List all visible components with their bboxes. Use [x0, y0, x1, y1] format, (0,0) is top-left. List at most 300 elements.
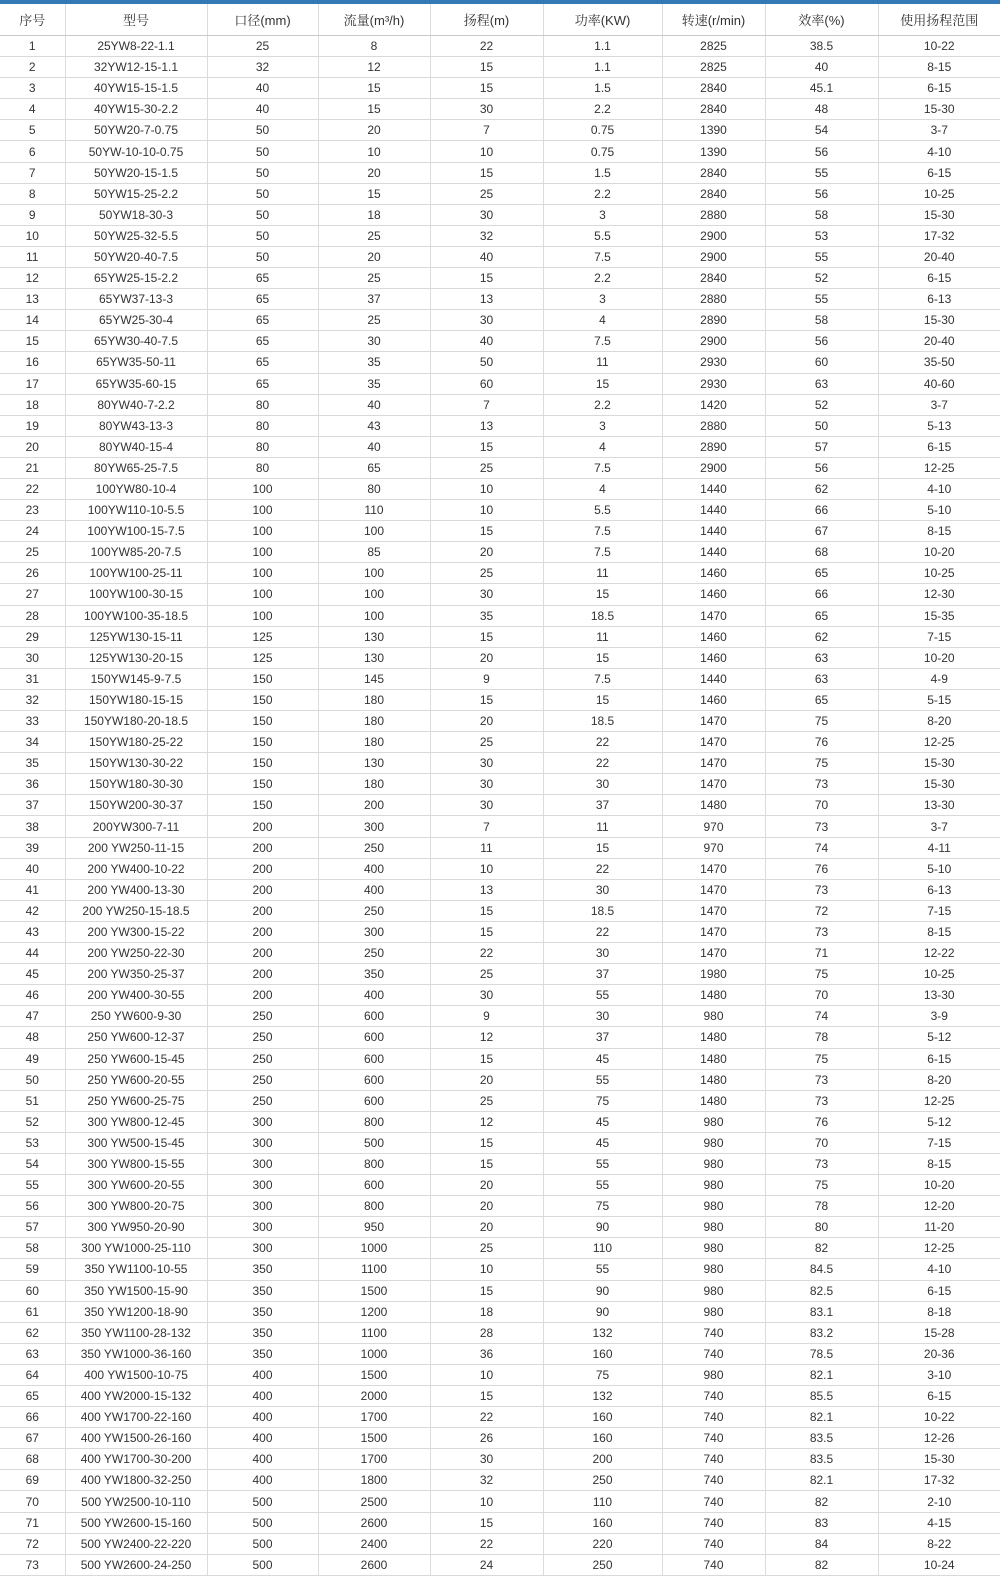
table-cell: 43: [0, 921, 65, 942]
table-cell: 11: [0, 246, 65, 267]
table-cell: 1460: [662, 647, 765, 668]
table-cell: 8-20: [878, 711, 1000, 732]
table-cell: 59: [0, 1259, 65, 1280]
table-cell: 28: [0, 605, 65, 626]
table-cell: 1480: [662, 985, 765, 1006]
table-cell: 2880: [662, 415, 765, 436]
table-cell: 980: [662, 1111, 765, 1132]
table-cell: 40: [318, 436, 430, 457]
table-cell: 63: [765, 373, 878, 394]
table-cell: 67: [765, 521, 878, 542]
table-cell: 100: [207, 521, 318, 542]
table-cell: 82.1: [765, 1364, 878, 1385]
table-cell: 350 YW1500-15-90: [65, 1280, 207, 1301]
table-cell: 20: [430, 1196, 543, 1217]
table-cell: 8-15: [878, 521, 1000, 542]
table-cell: 69: [0, 1470, 65, 1491]
table-cell: 10: [430, 1364, 543, 1385]
table-cell: 15: [430, 1153, 543, 1174]
table-cell: 37: [543, 795, 662, 816]
table-row: [0, 605, 1000, 626]
table-cell: 15: [430, 1512, 543, 1533]
table-cell: 100: [207, 500, 318, 521]
table-cell: 2-10: [878, 1491, 1000, 1512]
table-cell: 1500: [318, 1428, 430, 1449]
table-cell: 980: [662, 1132, 765, 1153]
table-cell: 3-7: [878, 394, 1000, 415]
table-cell: 100: [207, 563, 318, 584]
table-cell: 50: [207, 225, 318, 246]
table-cell: 6: [0, 141, 65, 162]
table-cell: 34: [0, 732, 65, 753]
table-cell: 600: [318, 1006, 430, 1027]
table-cell: 37: [543, 964, 662, 985]
table-cell: 100: [318, 605, 430, 626]
table-cell: 55: [543, 1259, 662, 1280]
table-cell: 180: [318, 732, 430, 753]
table-cell: 22: [543, 732, 662, 753]
table-cell: 250: [543, 1470, 662, 1491]
table-cell: 5.5: [543, 225, 662, 246]
table-cell: 350 YW1200-18-90: [65, 1301, 207, 1322]
table-cell: 25: [430, 563, 543, 584]
table-cell: 740: [662, 1470, 765, 1491]
table-cell: 50: [207, 183, 318, 204]
table-cell: 1480: [662, 1027, 765, 1048]
table-cell: 56: [765, 331, 878, 352]
table-row: [0, 120, 1000, 141]
table-cell: 7: [0, 162, 65, 183]
table-cell: 2.2: [543, 99, 662, 120]
table-cell: 15: [430, 689, 543, 710]
table-cell: 5-10: [878, 500, 1000, 521]
table-row: [0, 1238, 1000, 1259]
table-cell: 36: [0, 774, 65, 795]
table-cell: 300: [207, 1196, 318, 1217]
table-cell: 150YW180-30-30: [65, 774, 207, 795]
table-cell: 85.5: [765, 1386, 878, 1407]
table-cell: 250: [207, 1048, 318, 1069]
table-cell: 8-15: [878, 921, 1000, 942]
table-cell: 25: [430, 1238, 543, 1259]
table-cell: 73: [765, 816, 878, 837]
table-row: [0, 246, 1000, 267]
table-cell: 80: [765, 1217, 878, 1238]
table-cell: 78: [765, 1027, 878, 1048]
table-cell: 15: [430, 1048, 543, 1069]
table-cell: 3-7: [878, 816, 1000, 837]
table-cell: 200: [207, 921, 318, 942]
table-cell: 1460: [662, 584, 765, 605]
table-cell: 4-10: [878, 141, 1000, 162]
column-header: 序号: [0, 2, 65, 36]
table-cell: 250: [318, 837, 430, 858]
table-cell: 980: [662, 1259, 765, 1280]
table-cell: 130: [318, 626, 430, 647]
table-cell: 30: [543, 943, 662, 964]
table-cell: 1460: [662, 626, 765, 647]
table-row: [0, 1301, 1000, 1322]
table-cell: 58: [765, 310, 878, 331]
table-cell: 400: [207, 1364, 318, 1385]
table-cell: 26: [0, 563, 65, 584]
table-cell: 55: [543, 985, 662, 1006]
table-cell: 150: [207, 753, 318, 774]
table-cell: 53: [0, 1132, 65, 1153]
table-cell: 1: [0, 36, 65, 57]
table-cell: 400 YW1800-32-250: [65, 1470, 207, 1491]
table-cell: 75: [765, 1048, 878, 1069]
table-cell: 83.5: [765, 1449, 878, 1470]
table-cell: 500: [207, 1491, 318, 1512]
table-cell: 1470: [662, 858, 765, 879]
table-cell: 50: [430, 352, 543, 373]
table-cell: 5-13: [878, 415, 1000, 436]
table-row: [0, 78, 1000, 99]
column-header: 转速(r/min): [662, 2, 765, 36]
table-cell: 20: [430, 711, 543, 732]
table-row: [0, 985, 1000, 1006]
table-cell: 32: [430, 225, 543, 246]
column-header: 使用扬程范围: [878, 2, 1000, 36]
table-cell: 83.2: [765, 1322, 878, 1343]
table-cell: 55: [765, 162, 878, 183]
table-cell: 40: [318, 394, 430, 415]
table-row: [0, 1175, 1000, 1196]
table-row: [0, 1533, 1000, 1554]
table-cell: 12: [430, 1027, 543, 1048]
table-cell: 350: [207, 1259, 318, 1280]
table-cell: 150YW145-9-7.5: [65, 668, 207, 689]
table-cell: 150: [207, 689, 318, 710]
table-cell: 15: [430, 57, 543, 78]
table-cell: 1470: [662, 711, 765, 732]
table-cell: 100: [318, 584, 430, 605]
table-cell: 55: [543, 1153, 662, 1174]
table-cell: 7.5: [543, 542, 662, 563]
table-cell: 1420: [662, 394, 765, 415]
table-cell: 740: [662, 1449, 765, 1470]
table-cell: 42: [0, 900, 65, 921]
table-row: [0, 921, 1000, 942]
table-cell: 1470: [662, 732, 765, 753]
table-cell: 50YW18-30-3: [65, 204, 207, 225]
table-cell: 250: [318, 943, 430, 964]
table-cell: 17: [0, 373, 65, 394]
table-row: [0, 1006, 1000, 1027]
table-cell: 7.5: [543, 246, 662, 267]
table-cell: 1470: [662, 879, 765, 900]
table-cell: 71: [765, 943, 878, 964]
table-cell: 15-35: [878, 605, 1000, 626]
table-row: [0, 964, 1000, 985]
table-cell: 300: [207, 1153, 318, 1174]
table-cell: 72: [765, 900, 878, 921]
table-row: [0, 141, 1000, 162]
table-cell: 40: [430, 246, 543, 267]
table-cell: 18: [0, 394, 65, 415]
table-cell: 110: [543, 1238, 662, 1259]
table-cell: 7-15: [878, 626, 1000, 647]
table-cell: 35: [318, 373, 430, 394]
table-cell: 300 YW800-20-75: [65, 1196, 207, 1217]
table-cell: 1200: [318, 1301, 430, 1322]
table-cell: 3: [0, 78, 65, 99]
table-cell: 2900: [662, 457, 765, 478]
table-cell: 1000: [318, 1238, 430, 1259]
table-cell: 10-22: [878, 1407, 1000, 1428]
table-cell: 15: [430, 1280, 543, 1301]
table-cell: 12-25: [878, 1090, 1000, 1111]
table-cell: 740: [662, 1533, 765, 1554]
table-cell: 65: [765, 563, 878, 584]
table-cell: 300: [318, 816, 430, 837]
table-cell: 350: [207, 1322, 318, 1343]
table-cell: 62: [765, 626, 878, 647]
table-cell: 50: [207, 120, 318, 141]
table-cell: 12: [0, 268, 65, 289]
table-cell: 18.5: [543, 605, 662, 626]
table-row: [0, 1322, 1000, 1343]
table-cell: 100YW100-25-11: [65, 563, 207, 584]
table-cell: 125YW130-15-11: [65, 626, 207, 647]
table-cell: 17-32: [878, 1470, 1000, 1491]
table-cell: 2890: [662, 436, 765, 457]
table-cell: 125YW130-20-15: [65, 647, 207, 668]
table-cell: 63: [765, 647, 878, 668]
table-cell: 15: [543, 837, 662, 858]
table-cell: 2930: [662, 352, 765, 373]
table-cell: 25: [318, 310, 430, 331]
column-header: 扬程(m): [430, 2, 543, 36]
table-cell: 100YW110-10-5.5: [65, 500, 207, 521]
table-cell: 31: [0, 668, 65, 689]
table-cell: 70: [0, 1491, 65, 1512]
table-cell: 76: [765, 858, 878, 879]
table-cell: 76: [765, 1111, 878, 1132]
table-cell: 20: [430, 1217, 543, 1238]
column-header: 口径(mm): [207, 2, 318, 36]
table-cell: 6-15: [878, 268, 1000, 289]
table-cell: 9: [430, 1006, 543, 1027]
table-cell: 1700: [318, 1449, 430, 1470]
table-cell: 5-10: [878, 858, 1000, 879]
table-row: [0, 457, 1000, 478]
table-cell: 15: [543, 373, 662, 394]
table-row: [0, 1048, 1000, 1069]
table-cell: 400: [207, 1470, 318, 1491]
table-cell: 150YW130-30-22: [65, 753, 207, 774]
table-cell: 2840: [662, 183, 765, 204]
table-cell: 73: [765, 879, 878, 900]
table-cell: 10-20: [878, 542, 1000, 563]
table-cell: 800: [318, 1196, 430, 1217]
table-cell: 11: [543, 352, 662, 373]
table-cell: 45.1: [765, 78, 878, 99]
table-cell: 740: [662, 1322, 765, 1343]
table-cell: 250: [207, 1027, 318, 1048]
table-cell: 14: [0, 310, 65, 331]
table-cell: 220: [543, 1533, 662, 1554]
table-cell: 82.1: [765, 1407, 878, 1428]
table-cell: 350 YW1000-36-160: [65, 1343, 207, 1364]
table-cell: 20: [430, 542, 543, 563]
table-cell: 160: [543, 1428, 662, 1449]
table-cell: 500 YW2400-22-220: [65, 1533, 207, 1554]
table-cell: 20-40: [878, 331, 1000, 352]
table-cell: 22: [543, 921, 662, 942]
table-row: [0, 521, 1000, 542]
table-cell: 40: [430, 331, 543, 352]
table-cell: 66: [765, 500, 878, 521]
table-cell: 12-20: [878, 1196, 1000, 1217]
table-cell: 1470: [662, 774, 765, 795]
table-cell: 76: [765, 732, 878, 753]
table-row: [0, 1111, 1000, 1132]
table-cell: 2600: [318, 1512, 430, 1533]
table-row: [0, 1386, 1000, 1407]
table-row: [0, 1554, 1000, 1575]
table-cell: 100YW100-30-15: [65, 584, 207, 605]
table-cell: 38: [0, 816, 65, 837]
table-cell: 6-15: [878, 1386, 1000, 1407]
table-cell: 200: [207, 985, 318, 1006]
table-cell: 5-12: [878, 1027, 1000, 1048]
table-cell: 22: [430, 36, 543, 57]
table-cell: 7.5: [543, 331, 662, 352]
table-cell: 740: [662, 1491, 765, 1512]
table-cell: 71: [0, 1512, 65, 1533]
table-cell: 400 YW1700-22-160: [65, 1407, 207, 1428]
table-cell: 10: [0, 225, 65, 246]
table-cell: 2840: [662, 99, 765, 120]
table-cell: 21: [0, 457, 65, 478]
table-row: [0, 36, 1000, 57]
table-cell: 970: [662, 816, 765, 837]
table-cell: 56: [0, 1196, 65, 1217]
table-cell: 19: [0, 415, 65, 436]
table-cell: 200: [207, 858, 318, 879]
table-cell: 400: [207, 1407, 318, 1428]
table-cell: 82: [765, 1491, 878, 1512]
table-cell: 32: [0, 689, 65, 710]
table-row: [0, 478, 1000, 499]
table-cell: 500: [207, 1512, 318, 1533]
table-cell: 22: [0, 478, 65, 499]
table-cell: 7-15: [878, 900, 1000, 921]
table-cell: 1470: [662, 900, 765, 921]
table-cell: 73: [765, 921, 878, 942]
table-cell: 25: [430, 457, 543, 478]
table-cell: 45: [543, 1048, 662, 1069]
table-cell: 1460: [662, 689, 765, 710]
table-cell: 200YW300-7-11: [65, 816, 207, 837]
table-cell: 500: [207, 1554, 318, 1575]
table-cell: 1980: [662, 964, 765, 985]
table-cell: 200 YW400-30-55: [65, 985, 207, 1006]
table-row: [0, 1364, 1000, 1385]
table-cell: 11: [430, 837, 543, 858]
table-cell: 30: [430, 795, 543, 816]
table-row: [0, 816, 1000, 837]
table-cell: 1.5: [543, 162, 662, 183]
table-cell: 7-15: [878, 1132, 1000, 1153]
table-cell: 150YW180-25-22: [65, 732, 207, 753]
table-cell: 25: [318, 268, 430, 289]
table-cell: 35: [318, 352, 430, 373]
table-cell: 350: [318, 964, 430, 985]
table-cell: 5: [0, 120, 65, 141]
table-cell: 7.5: [543, 521, 662, 542]
table-cell: 82: [765, 1238, 878, 1259]
table-cell: 61: [0, 1301, 65, 1322]
table-cell: 32: [430, 1470, 543, 1491]
table-cell: 25: [0, 542, 65, 563]
table-row: [0, 183, 1000, 204]
table-row: [0, 1259, 1000, 1280]
table-cell: 32: [207, 57, 318, 78]
table-cell: 83.1: [765, 1301, 878, 1322]
table-cell: 45: [0, 964, 65, 985]
table-row: [0, 900, 1000, 921]
table-cell: 65YW30-40-7.5: [65, 331, 207, 352]
table-cell: 11-20: [878, 1217, 1000, 1238]
table-cell: 12: [318, 57, 430, 78]
table-cell: 145: [318, 668, 430, 689]
table-cell: 300: [207, 1132, 318, 1153]
table-cell: 100: [318, 563, 430, 584]
table-cell: 20: [430, 1069, 543, 1090]
table-cell: 250 YW600-12-37: [65, 1027, 207, 1048]
table-cell: 15: [430, 900, 543, 921]
table-cell: 66: [0, 1407, 65, 1428]
table-cell: 50: [207, 141, 318, 162]
table-cell: 150: [207, 711, 318, 732]
table-cell: 68: [765, 542, 878, 563]
table-cell: 2.2: [543, 394, 662, 415]
table-cell: 110: [543, 1491, 662, 1512]
table-cell: 65: [765, 605, 878, 626]
table-cell: 4-11: [878, 837, 1000, 858]
table-cell: 4: [543, 478, 662, 499]
table-cell: 39: [0, 837, 65, 858]
table-cell: 8-15: [878, 1153, 1000, 1174]
table-cell: 63: [765, 668, 878, 689]
table-cell: 20: [430, 647, 543, 668]
table-cell: 3: [543, 204, 662, 225]
table-cell: 5-15: [878, 689, 1000, 710]
table-cell: 500: [207, 1533, 318, 1554]
table-cell: 6-15: [878, 162, 1000, 183]
table-cell: 6-15: [878, 1048, 1000, 1069]
table-cell: 6-15: [878, 1280, 1000, 1301]
table-cell: 1480: [662, 795, 765, 816]
table-cell: 50YW25-32-5.5: [65, 225, 207, 246]
table-cell: 6-13: [878, 879, 1000, 900]
table-row: [0, 542, 1000, 563]
table-row: [0, 415, 1000, 436]
table-cell: 0.75: [543, 120, 662, 141]
table-cell: 1000: [318, 1343, 430, 1364]
table-cell: 0.75: [543, 141, 662, 162]
table-cell: 22: [430, 1407, 543, 1428]
table-cell: 350: [207, 1301, 318, 1322]
table-cell: 2500: [318, 1491, 430, 1512]
table-cell: 300: [207, 1175, 318, 1196]
table-cell: 100YW100-35-18.5: [65, 605, 207, 626]
table-cell: 56: [765, 141, 878, 162]
table-cell: 400: [318, 858, 430, 879]
